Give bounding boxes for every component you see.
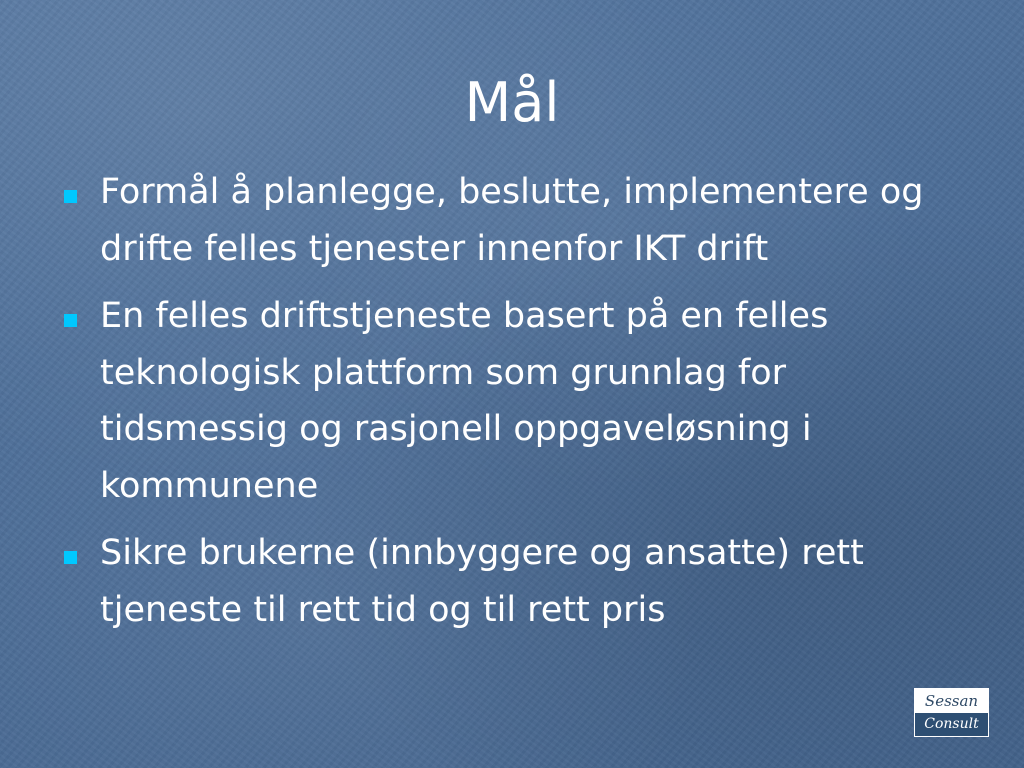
logo-bottom-text: Consult: [915, 713, 988, 736]
bullet-text: Formål å planlegge, beslutte, implementere og drifte felles tjenester innenfor IKT drift: [100, 172, 924, 269]
bullet-text: Sikre brukerne (innbyggere og ansatte) rett tjeneste til rett tid og til rett pris: [100, 533, 864, 630]
square-bullet-icon: [64, 190, 77, 203]
bullet-item: [100, 288, 970, 514]
bullet-text: En felles driftstjeneste basert på en felles teknologisk plattform som grunnlag for tidsmessig og rasjonell oppgaveløsning i kommunene: [100, 296, 829, 506]
slide-title: Mål: [464, 71, 560, 134]
logo-top-text: Sessan: [915, 689, 988, 713]
square-bullet-icon: [64, 551, 77, 564]
bullet-item: [100, 525, 970, 638]
square-bullet-icon: [64, 314, 77, 327]
company-logo: [914, 688, 989, 737]
bullet-list: [100, 164, 970, 649]
bullet-item: [100, 164, 970, 277]
